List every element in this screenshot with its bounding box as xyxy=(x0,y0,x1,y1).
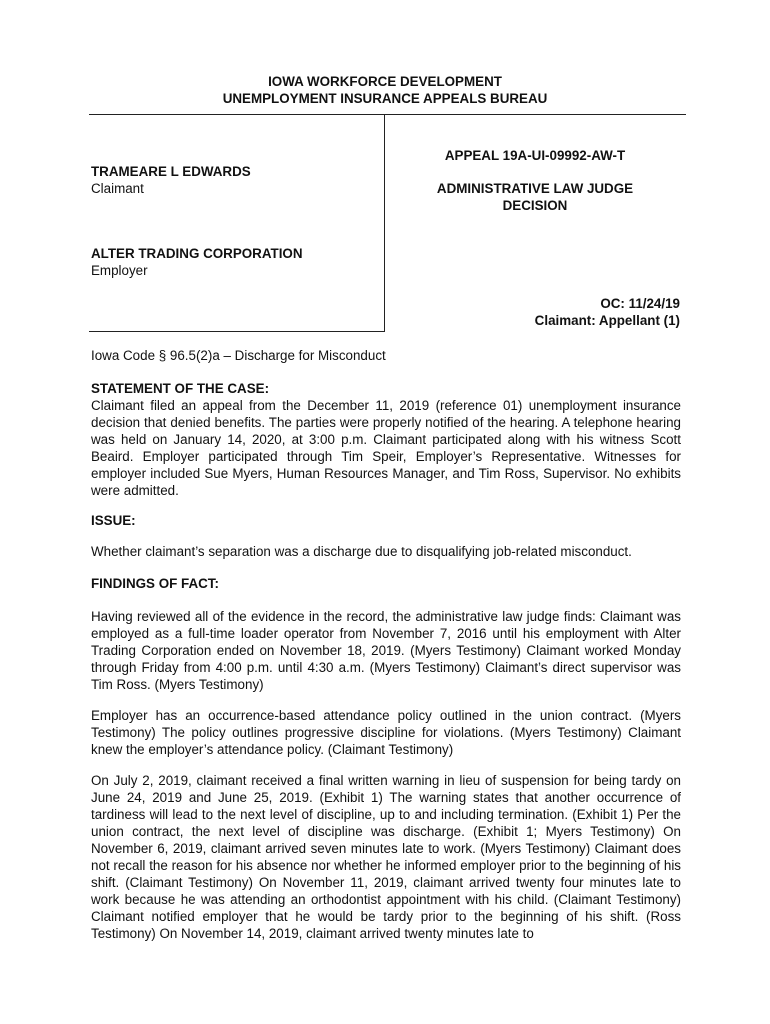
issue-text-paragraph: Whether claimant’s separation was a discharge due to disqualifying job-related misconduct. xyxy=(91,544,632,559)
claimant-name: TRAMEARE L EDWARDS xyxy=(91,164,251,179)
findings-text-2: Employer has an occurrence-based attendance policy outlined in the union contract. (Myers Testimony) The policy outlines progressive discipline for violations. (Myers Testimony) Claimant knew the employer’s attendance policy. (Claimant Testimony) xyxy=(91,708,681,757)
claimant-block xyxy=(91,163,381,197)
oc-date: OC: 11/24/19 xyxy=(600,296,680,311)
claimant-role: Claimant xyxy=(91,181,144,196)
decision-title-line2: DECISION xyxy=(502,198,568,213)
findings-paragraph-3 xyxy=(91,772,681,942)
issue-heading-text: ISSUE: xyxy=(91,513,136,528)
appellant-status: Claimant: Appellant (1) xyxy=(534,313,680,328)
caption-vertical-rule xyxy=(384,114,385,331)
findings-heading xyxy=(91,575,681,592)
findings-paragraph-2 xyxy=(91,707,681,758)
findings-text-1: Having reviewed all of the evidence in the record, the administrative law judge finds: Claimant was employed as a full-time loader operator from November 7, 2016 until his employment with Alter Trading Corporation ended on November 18, 2019. (Myers Testimony) Claimant worked Monday through Friday from 4:00 p.m. until 4:30 a.m. (Myers Testimony) Claimant’s direct supervisor was Tim Ross. (Myers Testimony) xyxy=(91,609,681,692)
statement-section xyxy=(91,380,681,499)
employer-block xyxy=(91,245,381,279)
appeal-number: APPEAL 19A-UI-09992-AW-T xyxy=(444,148,626,163)
statement-text: Claimant filed an appeal from the December 11, 2019 (reference 01) unemployment insurance decision that denied benefits. The parties were properly notified of the hearing. A telephone hearing was held on January 14, 2020, at 3:00 p.m. Claimant participated along with his witness Scott Beaird. Employer participated through Tim Speir, Employer’s Representative. Witnesses for employer included Sue Myers, Human Resources Manager, and Tim Ross, Supervisor. No exhibits were admitted. xyxy=(91,398,681,498)
code-reference: Iowa Code § 96.5(2)a – Discharge for Misconduct xyxy=(91,348,386,363)
oc-block xyxy=(390,295,680,329)
caption-bottom-rule xyxy=(89,331,385,332)
findings-text-3: On July 2, 2019, claimant received a final written warning in lieu of suspension for being tardy on June 24, 2019 and June 25, 2019. (Exhibit 1) The warning states that another occurrence of tardiness will lead to the next level of discipline, up to and including termination. (Exhibit 1) Per the union contract, the next level of discipline was discharge. (Exhibit 1; Myers Testimony) On November 6, 2019, claimant arrived seven minutes late to work. (Myers Testimony) Claimant does not recall the reason for his absence nor whether he informed employer prior to the beginning of his shift. (Claimant Testimony) On November 11, 2019, claimant arrived twenty four minutes late to work because he was attending an orthodontist appointment with his child. (Claimant Testimony) Claimant notified employer that he would be tardy prior to the beginning of his shift. (Ross Testimony) On November 14, 2019, claimant arrived twenty minutes late to xyxy=(91,773,681,941)
issue-text xyxy=(91,543,681,560)
bureau-name: UNEMPLOYMENT INSURANCE APPEALS BUREAU xyxy=(222,91,548,106)
findings-heading-text: FINDINGS OF FACT: xyxy=(91,576,219,591)
decision-title-line1: ADMINISTRATIVE LAW JUDGE xyxy=(436,181,634,196)
document-header xyxy=(0,73,770,107)
employer-role: Employer xyxy=(91,263,148,278)
statement-heading: STATEMENT OF THE CASE: xyxy=(91,381,270,396)
decision-title xyxy=(390,180,680,214)
caption-top-rule xyxy=(89,114,686,115)
employer-name: ALTER TRADING CORPORATION xyxy=(91,246,303,261)
findings-paragraph-1 xyxy=(91,608,681,693)
agency-name: IOWA WORKFORCE DEVELOPMENT xyxy=(268,74,502,89)
issue-heading xyxy=(91,512,681,529)
